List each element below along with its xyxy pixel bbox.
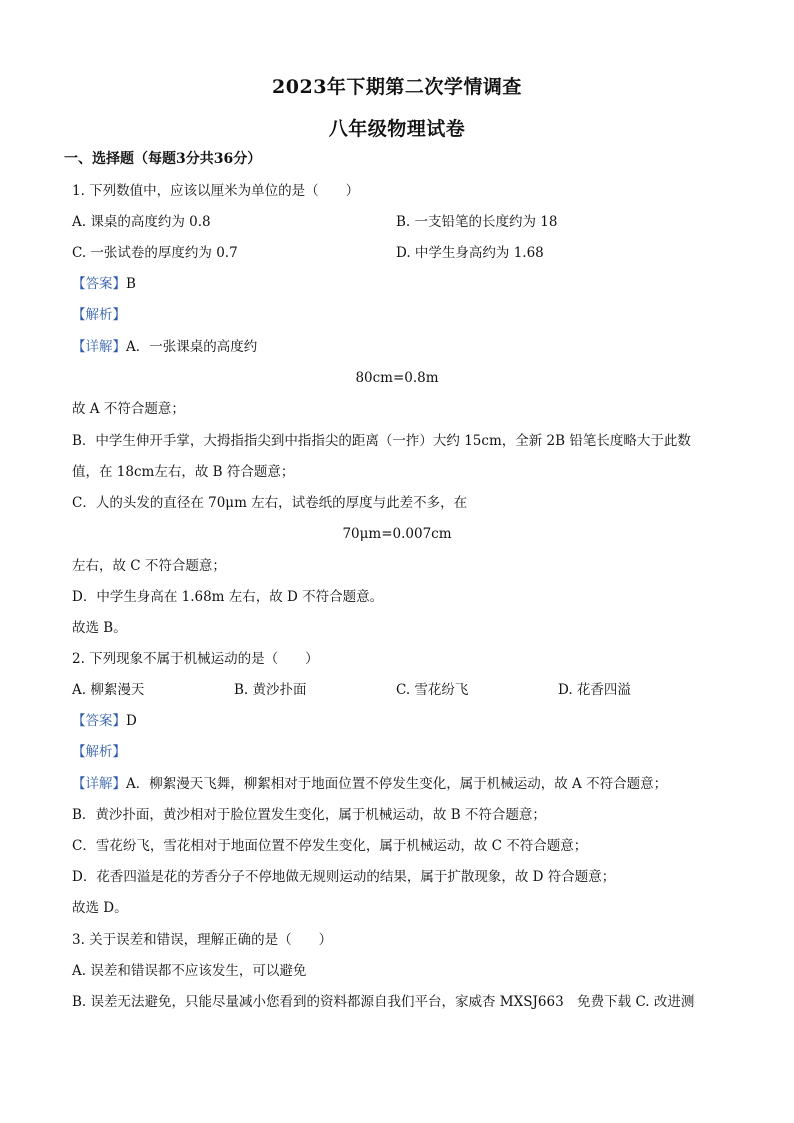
q1-stem: 1. 下列数值中，应该以厘米为单位的是（ ）: [72, 183, 360, 199]
q3-option-a: A. 误差和错误都不应该发生，可以避免: [72, 963, 307, 979]
q1-equation-1: 80cm=0.8m: [355, 370, 439, 386]
q2-detail: [72, 775, 667, 793]
q3-stem: 3. 关于误差和错误，理解正确的是（ ）: [72, 932, 333, 948]
page-title: 2023年下期第二次学情调查: [272, 76, 522, 98]
q1-c-line: C．人的头发的直径在 70μm 左右，试卷纸的厚度与此差不多，在: [72, 495, 468, 511]
q1-b-line-2: 值，在 18cm左右，故 B 符合题意；: [72, 464, 295, 480]
detail-tag: 【详解】: [72, 776, 126, 792]
q1-option-c: C. 一张试卷的厚度约为 0.7: [72, 245, 238, 261]
q2-analysis-tag: 【解析】: [72, 744, 126, 760]
answer-value: D: [126, 713, 137, 729]
answer-value: B: [126, 276, 136, 292]
q1-a-conclusion: 故 A 不符合题意；: [72, 401, 185, 417]
q1-b-line-1: B．中学生伸开手掌，大拇指指尖到中指指尖的距离（一拃）大约 15cm，全新 2B 铅笔长度略大于此数: [72, 433, 691, 449]
q1-option-d: D. 中学生身高约为 1.68: [396, 245, 544, 261]
q1-detail: [72, 338, 257, 356]
q2-option-b: B. 黄沙扑面: [234, 682, 307, 698]
q1-equation-2: 70μm=0.007cm: [342, 526, 452, 542]
q2-c-line: C．雪花纷飞，雪花相对于地面位置不停发生变化，属于机械运动，故 C 不符合题意；: [72, 838, 588, 854]
q1-answer: [72, 275, 136, 293]
q2-b-line: B．黄沙扑面，黄沙相对于脸位置发生变化，属于机械运动，故 B 不符合题意；: [72, 807, 546, 823]
detail-a-text: A．一张课桌的高度约: [126, 339, 258, 355]
q2-option-c: C. 雪花纷飞: [396, 682, 469, 698]
detail-tag: 【详解】: [72, 339, 126, 355]
answer-tag: 【答案】: [72, 276, 126, 292]
q2-final: 故选 D。: [72, 900, 128, 916]
q1-final: 故选 B。: [72, 620, 127, 636]
q1-d-line: D．中学生身高在 1.68m 左右，故 D 不符合题意。: [72, 589, 384, 605]
q2-option-a: A. 柳絮漫天: [72, 682, 145, 698]
q1-option-a: A. 课桌的高度约为 0.8: [72, 214, 211, 230]
q2-stem: 2. 下列现象不属于机械运动的是（ ）: [72, 651, 319, 667]
q2-option-d: D. 花香四溢: [558, 682, 631, 698]
q3-option-b: B. 误差无法避免，只能尽量减小您看到的资料都源自我们平台，家威杏 MXSJ663 免费下载 C. 改进测: [72, 994, 695, 1010]
q1-option-b: B. 一支铅笔的长度约为 18: [396, 214, 558, 230]
q2-d-line: D．花香四溢是花的芳香分子不停地做无规则运动的结果，属于扩散现象，故 D 符合题意；: [72, 869, 616, 885]
page-subtitle: 八年级物理试卷: [328, 118, 466, 140]
q1-analysis-tag: 【解析】: [72, 307, 126, 323]
detail-a-text: A．柳絮漫天飞舞，柳絮相对于地面位置不停发生变化，属于机械运动，故 A 不符合题意；: [126, 776, 668, 792]
q2-answer: [72, 712, 137, 730]
answer-tag: 【答案】: [72, 713, 126, 729]
q1-c-conclusion: 左右，故 C 不符合题意；: [72, 558, 226, 574]
section-heading: 一、选择题（每题3分共36分）: [64, 151, 262, 167]
